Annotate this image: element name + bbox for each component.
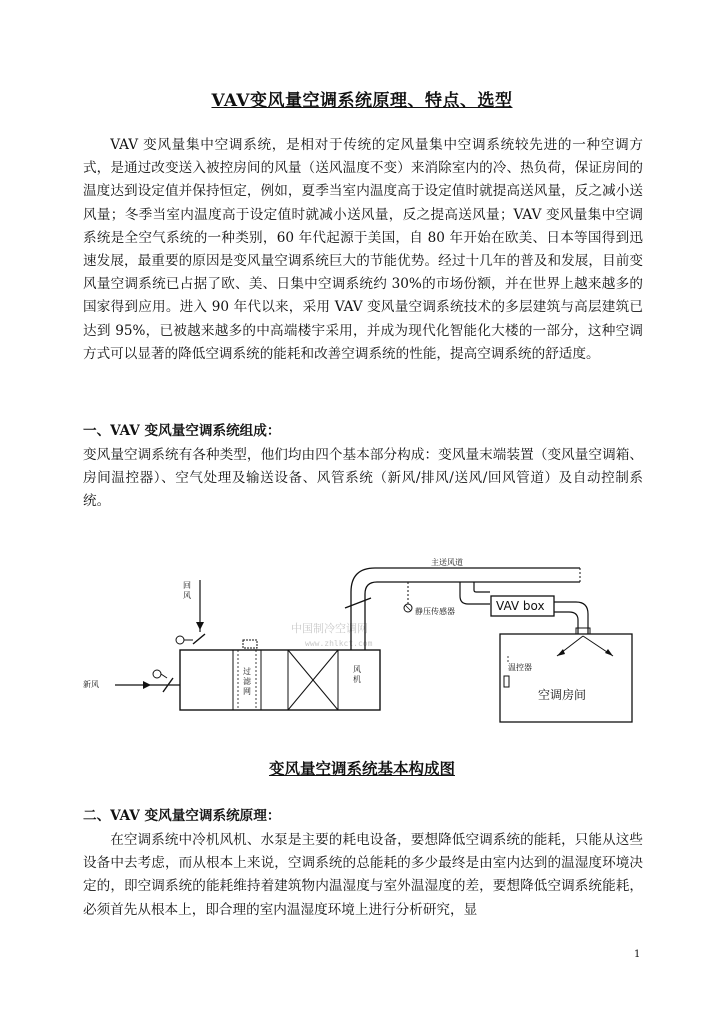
filter-label: 过滤网 — [243, 667, 251, 696]
section-heading-principle: 二、VAV 变风量空调系统原理： — [83, 808, 281, 824]
air-handling-unit — [180, 650, 380, 710]
return-damper-actuator — [176, 636, 184, 644]
static-pressure-label: 静压传感器 — [415, 607, 455, 616]
main-duct-label: 主送风道 — [431, 558, 463, 567]
intro-paragraph: VAV 变风量集中空调系统，是相对于传统的定风量集中空调系统较先进的一种空调方式，是通过改变送入被控房间的风量（送风温度不变）来消除室内的冷、热负荷，保证房间的温度达到设定值并保持恒定，例如，夏季当室内温度高于设定值时就提高送风量，反之减小送风量；冬季当室内温度高于设定值时就减小送风量，反之提高送风量；VAV 变风量集中空调系统是全空气系统的一种类别，60 年代起源于美国，自 80 年开始在欧美、日本等国得到迅速发展，最重要的原因是变风量空调系统巨大的节能优势。经过十几年的普及和发展，目前变风量空调系统已占据了欧、美、日集中空调系统约 30%的市场份额，并在世界上越来越多的国家得到应用。进入 90 年代以来，采用 VAV 变风量空调系统技术的多层建筑与高层建筑已达到 95%，已被越来越多的中高端楼宇采用，并成为现代化智能化大楼的一部分，这种空调方式可以显著的降低空调系统的能耗和改善空调系统的性能，提高空调系统的舒适度。 — [83, 137, 643, 362]
fresh-air-label: 新风 — [83, 680, 99, 689]
fresh-air-arrow — [143, 681, 151, 689]
section-heading-composition: 一、VAV 变风量空调系统组成： — [83, 423, 281, 439]
page-number: 1 — [634, 949, 641, 960]
room-label: 空调房间 — [538, 688, 587, 702]
vav-outlet-inner — [554, 612, 578, 634]
return-damper-blade — [193, 634, 205, 644]
fresh-damper-actuator — [153, 670, 161, 678]
sensor-mark — [405, 605, 411, 611]
supply-damper-blade — [345, 598, 371, 608]
air-conditioned-room — [500, 634, 632, 722]
principle-paragraph: 在空调系统中冷机风机、水泵是主要的耗电设备，要想降低空调系统的能耗，只能从这些设备中去考虑，而从根本上来说，空调系统的总能耗的多少最终是由室内达到的温湿度环境决定的，即空调系统的能耗维持着建筑物内温湿度与室外温湿度的差，要想降低空调系统能耗，必须首先从根本上，即合理的室内温湿度环境上进行分析研究，显 — [83, 832, 643, 918]
watermark-text: 中国制冷空调网 — [291, 622, 368, 635]
vav-system-diagram — [83, 552, 643, 732]
vav-box-label: VAV box — [496, 599, 545, 613]
return-air-label: 回风 — [183, 581, 191, 600]
diffuser-arrowhead-right — [605, 649, 613, 656]
fan-label: 风机 — [353, 665, 361, 684]
composition-paragraph: 变风量空调系统有各种类型，他们均由四个基本部分构成：变风量末端装置（变风量空调箱、房间温控器）、空气处理及输送设备、风管系统（新风/排风/送风/回风管道）及自动控制系统。 — [83, 447, 643, 510]
vav-outlet-outer — [554, 602, 588, 634]
fresh-actuator-link — [161, 674, 167, 678]
watermark-url: www.zhlkct.com — [305, 639, 373, 648]
document-title: VAV变风量空调系统原理、特点、选型 — [211, 91, 513, 111]
thermostat-label: 温控器 — [508, 663, 532, 672]
branch-duct-bottom — [474, 582, 490, 592]
thermostat-device — [504, 676, 509, 687]
return-air-arrow — [196, 622, 204, 630]
ahu-top-damper — [243, 640, 257, 648]
vav-diagram-svg — [83, 552, 643, 732]
diffuser-arrowhead-left — [557, 649, 565, 656]
branch-duct-top — [460, 582, 490, 604]
diagram-caption: 变风量空调系统基本构成图 — [268, 759, 455, 778]
